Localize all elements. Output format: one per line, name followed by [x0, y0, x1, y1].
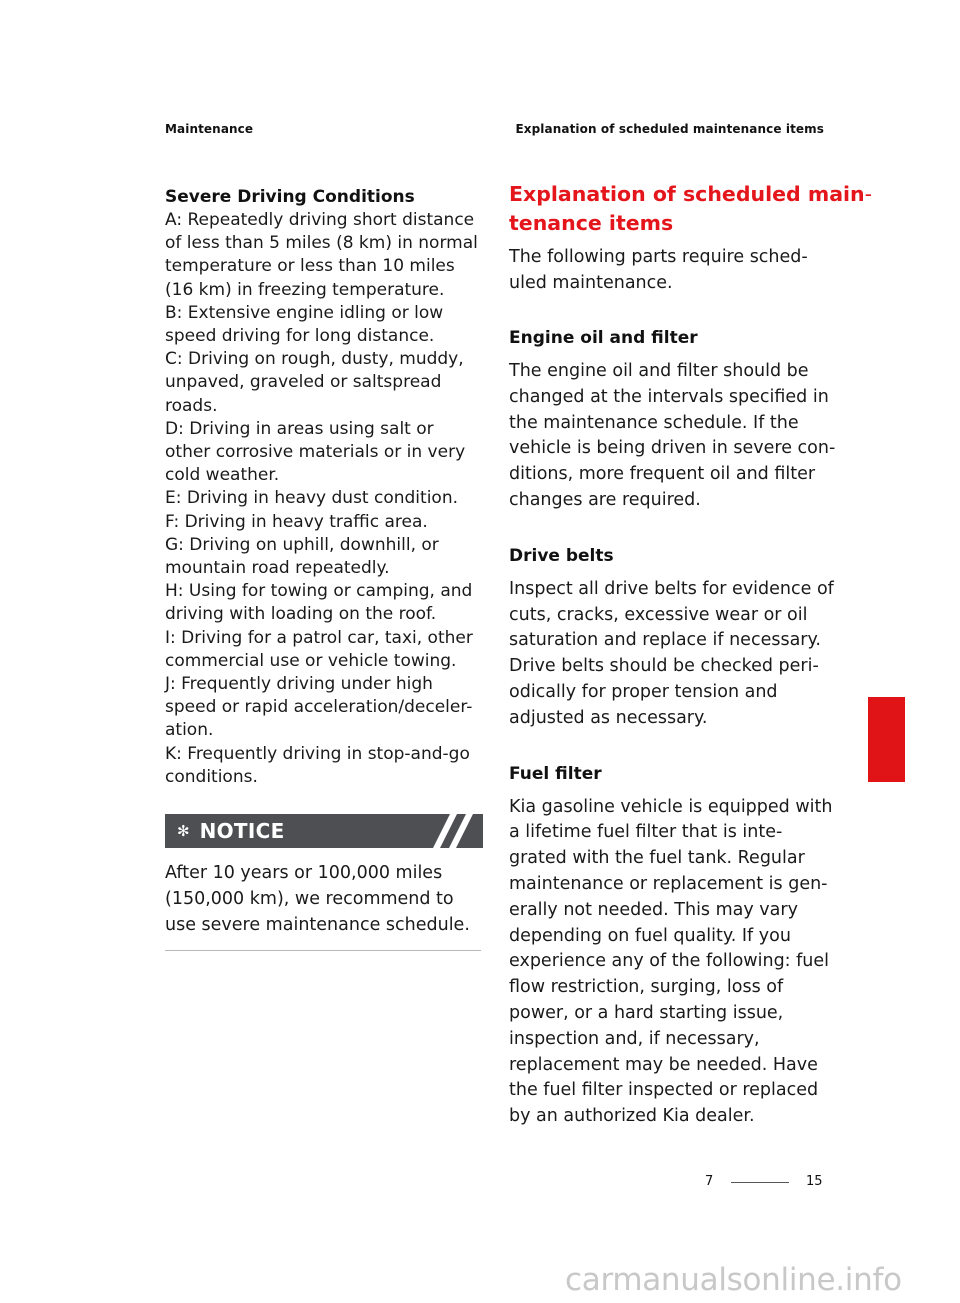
severe-condition-line: temperature or less than 10 miles	[165, 256, 455, 277]
body-line: Inspect all drive belts for evidence of	[509, 578, 834, 599]
severe-condition-line: conditions.	[165, 766, 258, 787]
engine-oil-section	[509, 325, 836, 514]
intro-paragraph	[509, 244, 824, 296]
intro-line: The following parts require sched-	[509, 247, 808, 267]
notice-line: After 10 years or 100,000 miles	[165, 863, 443, 884]
body-line: Kia gasoline vehicle is equipped with	[509, 796, 833, 817]
severe-condition-line: mountain road repeatedly.	[165, 558, 390, 579]
severe-condition-line: (16 km) in freezing temperature.	[165, 279, 445, 300]
slash-stripes-icon	[423, 814, 483, 848]
subsection-heading: Drive belts	[509, 545, 614, 566]
body-line: vehicle is being driven in severe con-	[509, 438, 836, 459]
body-line: The engine oil and filter should be	[509, 361, 809, 381]
body-line: changes are required.	[509, 489, 701, 510]
body-line: a lifetime fuel filter that is inte-	[509, 822, 783, 843]
severe-condition-line: D: Driving in areas using salt or	[165, 418, 434, 439]
fuel-filter-section	[509, 761, 833, 1130]
section-title	[509, 180, 873, 238]
body-line: cuts, cracks, excessive wear or oil	[509, 604, 808, 625]
section-title-line: Explanation of scheduled main	[509, 182, 865, 206]
body-line: by an authorized Kia dealer.	[509, 1106, 755, 1127]
body-line: adjusted as necessary.	[509, 707, 708, 728]
severe-condition-line: J: Frequently driving under high	[165, 674, 433, 695]
severe-condition-line: speed or rapid acceleration/deceler-	[165, 697, 473, 718]
body-line: replacement may be needed. Have	[509, 1054, 818, 1075]
subsection-body	[509, 577, 834, 732]
watermark: carmanualsonline.info	[565, 1262, 902, 1298]
subsection-heading: Fuel filter	[509, 763, 602, 784]
severe-condition-line: other corrosive materials or in very	[165, 442, 466, 463]
notice-banner	[165, 814, 483, 848]
notice-line: (150,000 km), we recommend to	[165, 889, 454, 910]
body-line: depending on fuel quality. If you	[509, 925, 791, 946]
body-line: power, or a hard starting issue,	[509, 1002, 784, 1023]
left-column	[165, 185, 483, 951]
severe-condition-line: unpaved, graveled or saltspread	[165, 372, 442, 393]
subsection-body	[509, 359, 836, 514]
running-header-title: Explanation of scheduled maintenance items	[515, 122, 824, 136]
severe-condition-line: roads.	[165, 395, 218, 416]
body-line: experience any of the following: fuel	[509, 951, 830, 972]
notice-text	[165, 860, 483, 938]
footer-page-number: 15	[806, 1174, 823, 1189]
severe-condition-line: C: Driving on rough, dusty, muddy,	[165, 349, 464, 370]
body-line: grated with the fuel tank. Regular	[509, 848, 805, 869]
body-line: Drive belts should be checked peri-	[509, 656, 819, 677]
severe-conditions-heading: Severe Driving Conditions	[165, 187, 415, 207]
body-line: odically for proper tension and	[509, 681, 778, 702]
notice-line: use severe maintenance schedule.	[165, 915, 470, 936]
notice-label: NOTICE	[199, 819, 285, 844]
running-header-section: Maintenance	[165, 122, 254, 136]
body-line: inspection and, if necessary,	[509, 1028, 760, 1049]
notice-divider	[165, 950, 481, 951]
severe-condition-line: E: Driving in heavy dust condition.	[165, 488, 459, 509]
severe-condition-line: I: Driving for a patrol car, taxi, other	[165, 627, 473, 648]
right-column	[509, 180, 873, 1130]
body-line: saturation and replace if necessary.	[509, 630, 821, 651]
body-line: changed at the intervals specified in	[509, 386, 829, 407]
body-line: the fuel filter inspected or replaced	[509, 1080, 819, 1101]
severe-condition-line: G: Driving on uphill, downhill, or	[165, 534, 439, 555]
subsection-body	[509, 795, 833, 1130]
severe-condition-line: F: Driving in heavy traffic area.	[165, 511, 428, 532]
section-title-line: tenance items	[509, 211, 674, 235]
intro-line: uled maintenance.	[509, 273, 673, 293]
severe-condition-line: A: Repeatedly driving short distance	[165, 210, 475, 230]
severe-condition-line: H: Using for towing or camping, and	[165, 581, 473, 602]
body-line: ditions, more frequent oil and filter	[509, 464, 816, 485]
severe-condition-line: commercial use or vehicle towing.	[165, 650, 457, 671]
severe-conditions-list	[165, 209, 483, 789]
footer-divider	[731, 1182, 789, 1183]
drive-belts-section	[509, 543, 834, 732]
severe-condition-line: cold weather.	[165, 465, 280, 486]
section-title-hyphen: -	[864, 182, 873, 206]
severe-condition-line: K: Frequently driving in stop-and-go	[165, 743, 470, 764]
chapter-tab-number: 7	[876, 762, 890, 786]
footer-chapter-number: 7	[705, 1174, 714, 1189]
subsection-heading: Engine oil and filter	[509, 328, 698, 348]
body-line: flow restriction, surging, loss of	[509, 977, 784, 998]
severe-condition-line: B: Extensive engine idling or low	[165, 302, 444, 323]
body-line: the maintenance schedule. If the	[509, 412, 799, 433]
body-line: maintenance or replacement is gen-	[509, 873, 828, 894]
severe-condition-line: speed driving for long distance.	[165, 326, 435, 347]
severe-condition-line: ation.	[165, 720, 214, 741]
severe-condition-line: driving with loading on the roof.	[165, 604, 437, 625]
body-line: erally not needed. This may vary	[509, 899, 798, 920]
severe-condition-line: of less than 5 miles (8 km) in normal	[165, 233, 478, 254]
asterisk-icon: ✻	[177, 822, 190, 841]
